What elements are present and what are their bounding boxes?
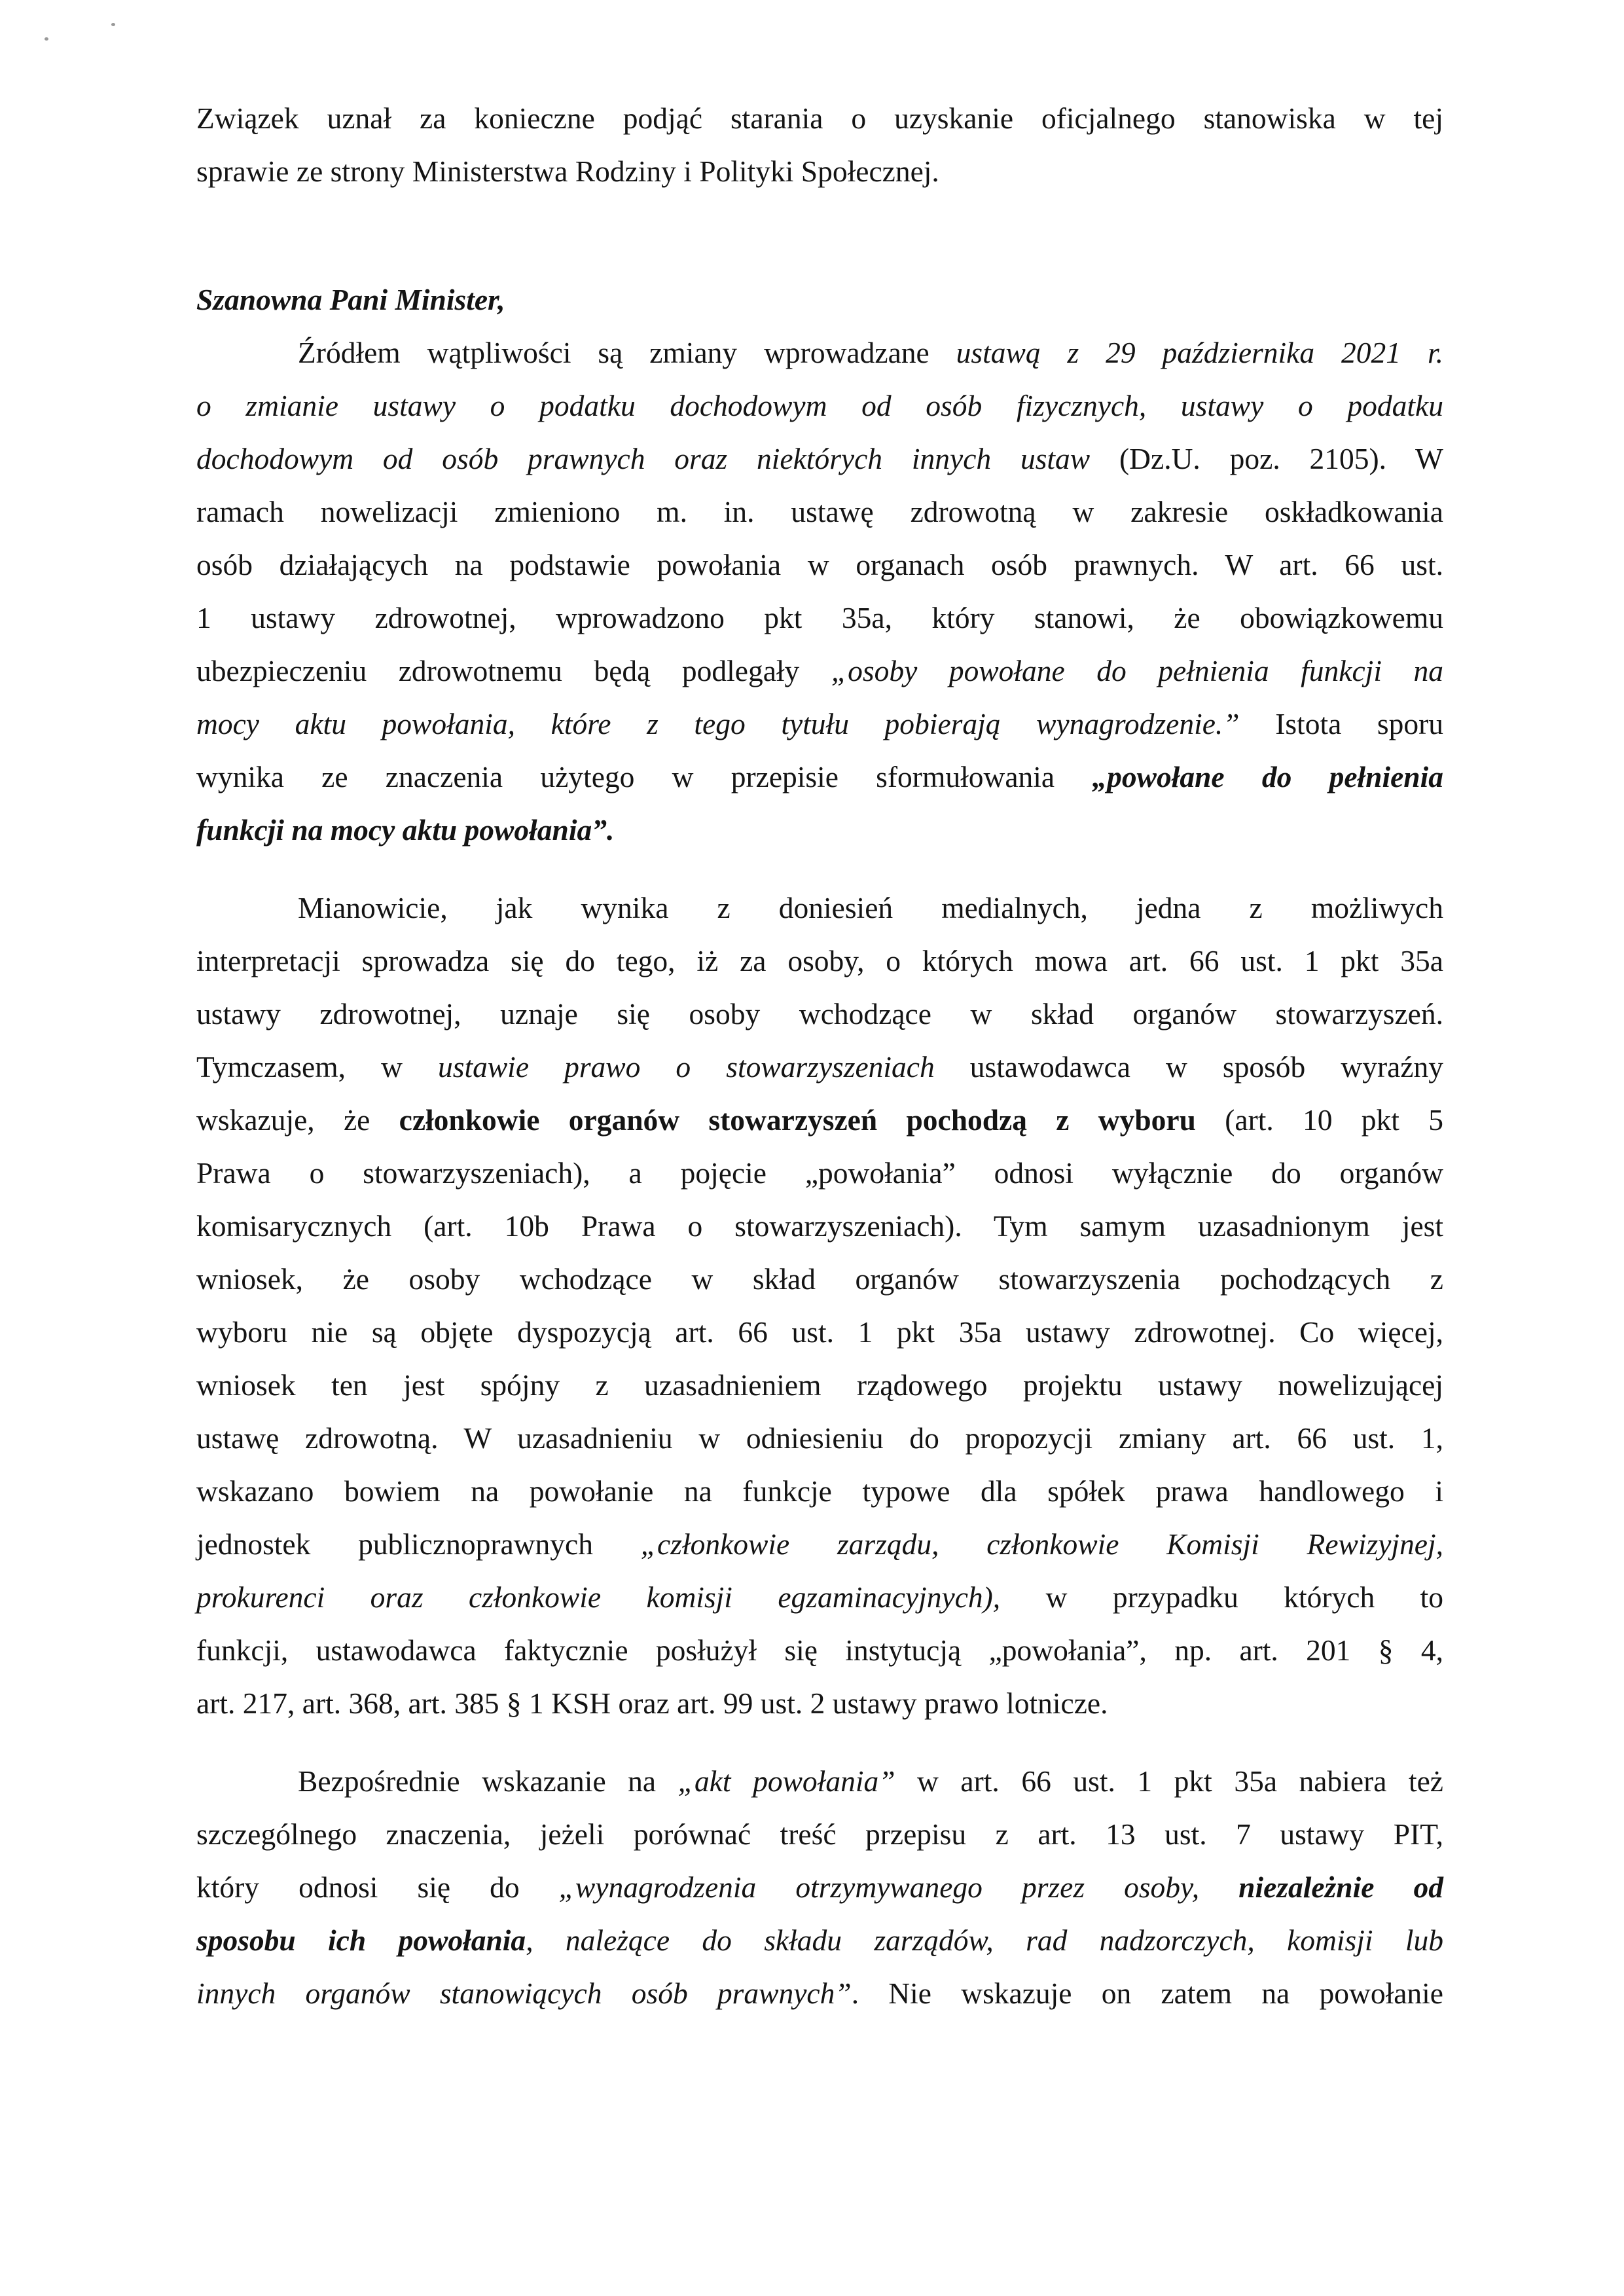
text-run: sprawie ze strony Ministerstwa Rodziny i Polityki Społecznej.: [196, 155, 939, 188]
text-run: Tymczasem, w: [196, 1050, 438, 1084]
text-line: [196, 1755, 1443, 1808]
text-line: [196, 145, 1443, 198]
italic-text: innych organów stanowiących osób prawnych”: [196, 1977, 852, 2010]
text-run: ramach nowelizacji zmieniono m. in. ustawę zdrowotną w zakresie oskładkowania: [196, 495, 1443, 528]
text-line: [196, 987, 1443, 1040]
text-line: [196, 379, 1443, 432]
text-line: [196, 803, 1443, 856]
text-run: ubezpieczeniu zdrowotnemu będą podlegały: [196, 654, 831, 687]
scan-speck: [45, 37, 48, 41]
italic-text: , należące do składu zarządów, rad nadzorczych, komisji lub: [526, 1923, 1443, 1957]
text-run: ustawę zdrowotną. W uzasadnieniu w odniesieniu do propozycji zmiany art. 66 ust. 1,: [196, 1421, 1443, 1455]
text-run: interpretacji sprowadza się do tego, iż za osoby, o których mowa art. 66 ust. 1 pkt 35a: [196, 944, 1443, 977]
text-line: [196, 1677, 1443, 1730]
text-line: [196, 750, 1443, 803]
text-run: wniosek, że osoby wchodzące w skład organów stowarzyszenia pochodzących z: [196, 1262, 1443, 1296]
text-run: który odnosi się do: [196, 1870, 559, 1904]
text-line: [196, 1305, 1443, 1358]
text-line: [196, 591, 1443, 644]
text-run: Istota sporu: [1239, 707, 1444, 740]
text-run: ustawodawca w sposób wyraźny: [934, 1050, 1443, 1084]
text-run: Mianowicie, jak wynika z doniesień medialnych, jedna z możliwych: [298, 891, 1443, 924]
text-line: [196, 432, 1443, 485]
text-run: (Dz.U. poz. 2105). W: [1090, 442, 1443, 475]
text-run: w art. 66 ust. 1 pkt 35a nabiera też: [895, 1764, 1443, 1798]
italic-text: ustawą z 29 października 2021 r.: [956, 336, 1443, 369]
text-line: [196, 1252, 1443, 1305]
text-line: [196, 1518, 1443, 1571]
text-run: Bezpośrednie wskazanie na: [298, 1764, 678, 1798]
emphasis-text: niezależnie od: [1238, 1870, 1443, 1904]
paragraph-3: [196, 1755, 1443, 2020]
scan-speck: [111, 23, 115, 26]
italic-text: „członkowie zarządu, członkowie Komisji Rewizyjnej,: [640, 1527, 1444, 1561]
text-run: wyboru nie są objęte dyspozycją art. 66 ust. 1 pkt 35a ustawy zdrowotnej. Co więcej,: [196, 1315, 1443, 1349]
text-run: art. 217, art. 368, art. 385 § 1 KSH oraz art. 99 ust. 2 ustawy prawo lotnicze.: [196, 1686, 1108, 1720]
text-line: [196, 1199, 1443, 1252]
text-line: [196, 644, 1443, 697]
text-run: Prawa o stowarzyszeniach), a pojęcie „powołania” odnosi wyłącznie do organów: [196, 1156, 1443, 1190]
text-run: funkcji, ustawodawca faktycznie posłużył się instytucją „powołania”, np. art. 201 § 4,: [196, 1633, 1443, 1667]
text-run: wskazuje, że: [196, 1103, 399, 1137]
salutation: Szanowna Pani Minister,: [196, 283, 505, 316]
text-line: [196, 1967, 1443, 2020]
text-line: [196, 1861, 1443, 1914]
text-run: jednostek publicznoprawnych: [196, 1527, 641, 1561]
emphasis-text: funkcji na mocy aktu powołania”.: [196, 813, 615, 847]
text-line: [196, 1040, 1443, 1093]
text-line: [196, 1093, 1443, 1146]
text-run: wynika ze znaczenia użytego w przepisie sformułowania: [196, 760, 1092, 793]
text-line: [196, 92, 1443, 145]
text-run: Związek uznał za konieczne podjąć starania o uzyskanie oficjalnego stanowiska w tej: [196, 101, 1443, 135]
text-run: w przypadku których to: [1000, 1580, 1444, 1614]
paragraph-1: [196, 326, 1443, 856]
text-line: [196, 881, 1443, 934]
italic-text: „akt powołania”: [677, 1764, 895, 1798]
text-line: [196, 697, 1443, 750]
italic-text: mocy aktu powołania, które z tego tytułu pobierają wynagrodzenie.”: [196, 707, 1240, 740]
text-line: [196, 1146, 1443, 1199]
text-line: [196, 1465, 1443, 1518]
text-run: szczególnego znaczenia, jeżeli porównać treść przepisu z art. 13 ust. 7 ustawy PIT,: [196, 1817, 1443, 1851]
document-page: [196, 92, 1443, 2020]
intro-paragraph: [196, 92, 1443, 198]
text-run: osób działających na podstawie powołania w organach osób prawnych. W art. 66 ust.: [196, 548, 1443, 581]
text-run: Źródłem wątpliwości są zmiany wprowadzane: [298, 336, 956, 369]
emphasis-text: „powołane do pełnienia: [1092, 760, 1443, 793]
text-run: wniosek ten jest spójny z uzasadnieniem rządowego projektu ustawy nowelizującej: [196, 1368, 1443, 1402]
text-line: [196, 1914, 1443, 1967]
text-line: [196, 1571, 1443, 1624]
text-run: komisarycznych (art. 10b Prawa o stowarzyszeniach). Tym samym uzasadnionym jest: [196, 1209, 1443, 1243]
text-line: [196, 1808, 1443, 1861]
emphasis-text: członkowie organów stowarzyszeń pochodzą z wyboru: [399, 1103, 1196, 1137]
text-line: [196, 934, 1443, 987]
text-line: [196, 485, 1443, 538]
paragraph-2: [196, 881, 1443, 1730]
italic-text: o zmianie ustawy o podatku dochodowym od osób fizycznych, ustawy o podatku: [196, 389, 1443, 422]
text-line: [196, 538, 1443, 591]
italic-text: dochodowym od osób prawnych oraz niektórych innych ustaw: [196, 442, 1091, 475]
emphasis-text: sposobu ich powołania: [196, 1923, 526, 1957]
italic-text: prokurenci oraz członkowie komisji egzaminacyjnych),: [196, 1580, 1001, 1614]
text-line: [196, 1624, 1443, 1677]
italic-text: ustawie prawo o stowarzyszeniach: [437, 1050, 935, 1084]
text-run: ustawy zdrowotnej, uznaje się osoby wchodzące w skład organów stowarzyszeń.: [196, 997, 1443, 1030]
text-run: wskazano bowiem na powołanie na funkcje typowe dla spółek prawa handlowego i: [196, 1474, 1443, 1508]
italic-text: „osoby powołane do pełnienia funkcji na: [831, 654, 1443, 687]
text-line: [196, 1358, 1443, 1412]
text-line: [196, 326, 1443, 379]
text-run: (art. 10 pkt 5: [1195, 1103, 1443, 1137]
text-run: 1 ustawy zdrowotnej, wprowadzono pkt 35a, który stanowi, że obowiązkowemu: [196, 601, 1443, 634]
text-run: . Nie wskazuje on zatem na powołanie: [851, 1977, 1443, 2010]
text-line: [196, 1412, 1443, 1465]
italic-text: „wynagrodzenia otrzymywanego przez osoby,: [558, 1870, 1239, 1904]
